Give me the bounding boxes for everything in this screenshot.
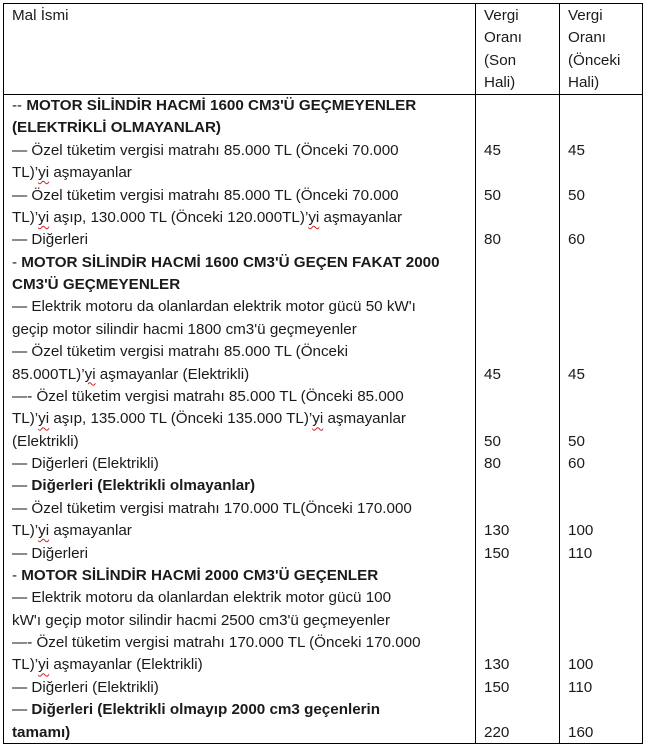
table-line xyxy=(4,207,642,229)
line-prefix: — xyxy=(12,544,32,562)
product-description xyxy=(12,252,440,274)
product-description xyxy=(12,431,79,453)
product-description xyxy=(12,117,221,139)
table-line xyxy=(4,498,642,520)
line-text: Diğerleri xyxy=(31,231,88,249)
line-prefix: TL)’ xyxy=(12,522,39,540)
product-description xyxy=(12,274,180,296)
spellcheck-underlined-word: yi xyxy=(38,522,50,540)
previous-rate-value: 60 xyxy=(568,455,585,472)
table-line xyxy=(4,453,642,475)
line-prefix: 85.000TL)’ xyxy=(12,365,85,383)
product-description xyxy=(12,140,399,162)
line-text: kW'ı geçip motor silindir hacmi 2500 cm3'ü geçmeyenler xyxy=(12,611,391,629)
table-line xyxy=(4,319,642,341)
line-prefix: — xyxy=(12,455,32,472)
table-line xyxy=(4,565,642,587)
line-prefix: — xyxy=(12,701,32,719)
product-description xyxy=(12,341,348,363)
line-prefix: - xyxy=(12,253,22,271)
spellcheck-underlined-word: yi xyxy=(312,410,324,428)
line-text: Özel tüketim vergisi matrahı 170.000 TL (Önceki 170.000 xyxy=(36,634,421,651)
table-line xyxy=(4,699,642,721)
previous-rate-value: 110 xyxy=(568,678,593,696)
table-line xyxy=(4,386,642,408)
table-line xyxy=(4,587,642,609)
line-text: MOTOR SİLİNDİR HACMİ 2000 CM3'Ü GEÇENLER xyxy=(21,566,379,584)
line-prefix: TL)’ xyxy=(12,164,39,182)
line-text: aşıp, 130.000 TL (Önceki 120.000TL)’ xyxy=(49,208,309,226)
previous-rate-value: 110 xyxy=(568,544,593,562)
product-description xyxy=(12,408,406,430)
table-line xyxy=(4,543,642,565)
spellcheck-underlined-word: yi xyxy=(38,208,50,226)
product-description xyxy=(12,207,402,229)
line-text: Elektrik motoru da olanlardan elektrik motor gücü 100 xyxy=(31,589,392,607)
line-text: Diğerleri (Elektrikli olmayanlar) xyxy=(31,477,256,495)
product-description xyxy=(12,699,380,721)
line-text: aşmayanlar xyxy=(319,208,403,226)
line-prefix: — xyxy=(12,477,32,495)
header-current-rate-line: (Son xyxy=(484,51,517,69)
line-prefix: TL)’ xyxy=(12,656,39,674)
current-rate-value: 130 xyxy=(484,522,510,540)
product-description xyxy=(12,475,255,497)
line-text: Özel tüketim vergisi matrahı 85.000 TL (Önceki 70.000 xyxy=(31,141,399,159)
previous-rate-value: 50 xyxy=(568,432,585,450)
current-rate-value: 150 xyxy=(484,678,510,696)
product-description xyxy=(12,610,390,632)
line-prefix: — xyxy=(12,141,32,159)
current-rate-value: 45 xyxy=(484,365,501,383)
table-line xyxy=(4,296,642,318)
table-line xyxy=(4,722,642,744)
table-line xyxy=(4,475,642,497)
line-text: MOTOR SİLİNDİR HACMİ 1600 CM3'Ü GEÇEN FAKAT 2000 xyxy=(21,253,440,271)
previous-rate-value: 160 xyxy=(568,723,594,741)
product-description xyxy=(12,520,132,542)
current-rate-value: 45 xyxy=(484,141,501,159)
table-line xyxy=(4,520,642,542)
tax-rate-table xyxy=(3,3,643,744)
line-text: aşmayanlar xyxy=(49,164,132,182)
product-description xyxy=(12,722,70,744)
header-previous-rate-line: Hali) xyxy=(568,74,600,92)
table-line xyxy=(4,341,642,363)
header-current-rate xyxy=(484,5,522,95)
table-line xyxy=(4,162,642,184)
current-rate-value: 220 xyxy=(484,723,510,741)
header-previous-rate-line: (Önceki xyxy=(568,51,621,69)
product-description xyxy=(12,654,203,676)
product-description xyxy=(12,632,421,654)
line-text: Diğerleri (Elektrikli) xyxy=(31,455,159,472)
spellcheck-underlined-word: yi xyxy=(308,208,320,226)
line-text: CM3'Ü GEÇMEYENLER xyxy=(12,276,181,293)
product-description xyxy=(12,498,412,520)
line-prefix: — xyxy=(12,499,32,517)
line-text: Diğerleri (Elektrikli) xyxy=(31,678,159,696)
line-text: aşmayanlar (Elektrikli) xyxy=(49,656,203,674)
spellcheck-underlined-word: yi xyxy=(38,164,50,182)
header-previous-rate xyxy=(568,5,620,95)
line-prefix: - xyxy=(12,566,22,584)
spellcheck-underlined-word: yi xyxy=(38,410,50,428)
table-line xyxy=(4,364,642,386)
header-product-name: Mal İsmi xyxy=(12,7,69,24)
previous-rate-value: 45 xyxy=(568,141,585,159)
header-current-rate-line: Oranı xyxy=(484,29,522,47)
table-line xyxy=(4,117,642,139)
product-description xyxy=(12,95,416,117)
table-line xyxy=(4,431,642,453)
line-text: tamamı) xyxy=(12,723,71,741)
previous-rate-value: 60 xyxy=(568,231,585,249)
spellcheck-underlined-word: yi xyxy=(38,656,50,674)
line-prefix: — xyxy=(12,589,32,607)
line-prefix: -- xyxy=(12,97,27,114)
line-prefix: — xyxy=(12,186,32,204)
table-line xyxy=(4,610,642,632)
table-line xyxy=(4,95,642,117)
product-description xyxy=(12,162,132,184)
table-line xyxy=(4,654,642,676)
line-prefix: — xyxy=(12,678,32,696)
line-prefix: — xyxy=(12,298,32,316)
line-text: aşmayanlar xyxy=(49,522,132,540)
line-text: Diğerleri xyxy=(31,544,88,562)
product-description xyxy=(12,185,399,207)
product-description xyxy=(12,386,404,408)
product-description xyxy=(12,229,88,251)
table-line xyxy=(4,677,642,699)
product-description xyxy=(12,453,159,475)
line-text: geçip motor silindir hacmi 1800 cm3'ü geçmeyenler xyxy=(12,320,357,338)
line-prefix: — xyxy=(12,231,32,249)
line-prefix: TL)’ xyxy=(12,410,39,428)
line-prefix: —- xyxy=(12,634,37,651)
current-rate-value: 130 xyxy=(484,656,510,674)
line-text: aşmayanlar xyxy=(323,410,406,428)
header-current-rate-line: Vergi xyxy=(484,7,519,24)
line-text: Diğerleri (Elektrikli olmayıp 2000 cm3 geçenlerin xyxy=(31,701,381,719)
product-description xyxy=(12,543,88,565)
line-text: Özel tüketim vergisi matrahı 85.000 TL (Önceki 85.000 xyxy=(36,387,404,405)
table-line xyxy=(4,274,642,296)
header-previous-rate-line: Vergi xyxy=(568,7,603,24)
line-prefix: — xyxy=(12,343,32,361)
header-previous-rate-line: Oranı xyxy=(568,29,606,47)
current-rate-value: 80 xyxy=(484,455,501,472)
line-text: (Elektrikli) xyxy=(12,432,79,450)
table-body xyxy=(4,95,642,744)
line-text: Özel tüketim vergisi matrahı 85.000 TL (Önceki xyxy=(31,343,348,361)
line-text: aşmayanlar (Elektrikli) xyxy=(95,365,250,383)
table-line xyxy=(4,252,642,274)
line-text: aşıp, 135.000 TL (Önceki 135.000 TL)’ xyxy=(49,410,313,428)
product-description xyxy=(12,364,249,386)
product-description xyxy=(12,319,357,341)
line-text: MOTOR SİLİNDİR HACMİ 1600 CM3'Ü GEÇMEYENLER xyxy=(26,97,417,114)
current-rate-value: 50 xyxy=(484,432,501,450)
table-line xyxy=(4,140,642,162)
line-text: Özel tüketim vergisi matrahı 85.000 TL (Önceki 70.000 xyxy=(31,186,399,204)
table-line xyxy=(4,229,642,251)
spellcheck-underlined-word: yi xyxy=(84,365,96,383)
line-text: Özel tüketim vergisi matrahı 170.000 TL(Önceki 170.000 xyxy=(31,499,412,517)
header-current-rate-line: Hali) xyxy=(484,74,516,92)
table-line xyxy=(4,185,642,207)
line-text: (ELEKTRİKLİ OLMAYANLAR) xyxy=(12,119,221,137)
previous-rate-value: 50 xyxy=(568,186,585,204)
table-line xyxy=(4,408,642,430)
product-description xyxy=(12,587,391,609)
line-text: Elektrik motoru da olanlardan elektrik motor gücü 50 kW'ı xyxy=(31,298,416,316)
current-rate-value: 150 xyxy=(484,544,510,562)
table-line xyxy=(4,632,642,654)
line-prefix: —- xyxy=(12,387,37,405)
line-prefix: TL)’ xyxy=(12,208,39,226)
product-description xyxy=(12,565,378,587)
previous-rate-value: 45 xyxy=(568,365,585,383)
previous-rate-value: 100 xyxy=(568,656,594,674)
previous-rate-value: 100 xyxy=(568,522,594,540)
product-description xyxy=(12,677,159,699)
current-rate-value: 50 xyxy=(484,186,501,204)
current-rate-value: 80 xyxy=(484,231,501,249)
product-description xyxy=(12,296,416,318)
